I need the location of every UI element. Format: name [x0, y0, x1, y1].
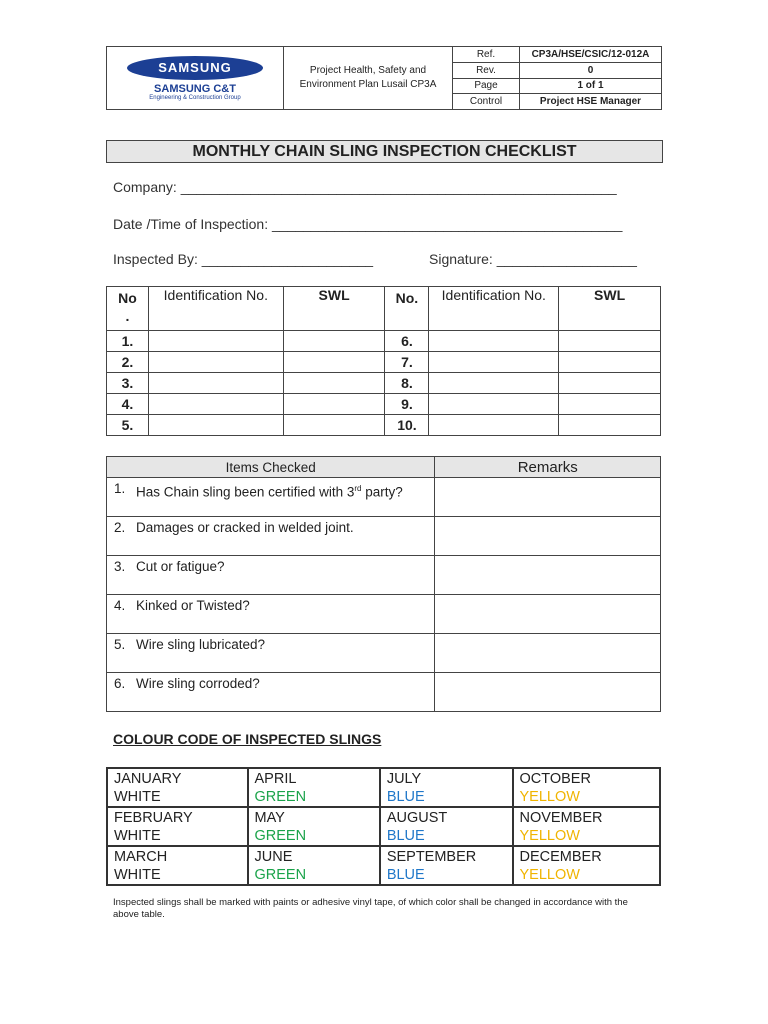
- swl-cell[interactable]: [559, 415, 661, 436]
- swl-cell[interactable]: [283, 352, 385, 373]
- page-value: 1 of 1: [520, 78, 662, 94]
- item-number: 1.: [114, 481, 126, 496]
- control-label: Control: [453, 94, 520, 110]
- logo-tagline: Engineering & Construction Group: [149, 94, 241, 101]
- id-cell[interactable]: [148, 373, 283, 394]
- month-label: JULY: [386, 771, 422, 787]
- item-superscript: rd: [354, 484, 362, 493]
- company-field[interactable]: Company: ________________________________________________________: [113, 179, 617, 195]
- row-number: 10.: [385, 415, 429, 436]
- row-number: 9.: [385, 394, 429, 415]
- samsung-logo: SAMSUNG: [127, 56, 263, 80]
- id-header: Identification No.: [148, 287, 283, 331]
- remarks-cell[interactable]: [435, 556, 661, 595]
- items-checked-table: [106, 456, 661, 712]
- inspection-date-field[interactable]: Date /Time of Inspection: _____________________________________________: [113, 216, 623, 232]
- checklist-item: [107, 517, 435, 556]
- footnote: Inspected slings shall be marked with paints or adhesive vinyl tape, of which color shall be changed in accordance with the above table.: [113, 897, 628, 920]
- signature-field[interactable]: Signature: __________________: [429, 251, 637, 267]
- id-cell[interactable]: [429, 373, 559, 394]
- colour-label: WHITE: [114, 867, 161, 883]
- colour-row: [107, 768, 660, 807]
- checklist-item: [107, 478, 435, 517]
- item-number: 6.: [114, 676, 126, 691]
- id-cell[interactable]: [148, 352, 283, 373]
- no-header: No.: [385, 287, 429, 331]
- control-value: Project HSE Manager: [520, 94, 662, 110]
- month-label: SEPTEMBER: [386, 849, 477, 865]
- colour-label: YELLOW: [519, 828, 580, 844]
- month-label: JUNE: [254, 849, 293, 865]
- id-cell[interactable]: [148, 331, 283, 352]
- month-colour-cell: [513, 768, 661, 807]
- month-label: MARCH: [114, 849, 168, 865]
- month-label: MAY: [254, 810, 285, 826]
- colour-row: [107, 807, 660, 846]
- plan-description: Project Health, Safety and Environment Plan Lusail CP3A: [284, 47, 453, 110]
- colour-label: YELLOW: [519, 789, 580, 805]
- item-number: 4.: [114, 598, 126, 613]
- row-number: 5.: [107, 415, 149, 436]
- colour-row: [107, 846, 660, 885]
- colour-label: GREEN: [254, 867, 307, 883]
- swl-cell[interactable]: [283, 373, 385, 394]
- item-text: Wire sling corroded?: [136, 676, 260, 691]
- page-label: Page: [453, 78, 520, 94]
- id-cell[interactable]: [148, 394, 283, 415]
- ref-value: CP3A/HSE/CSIC/12-012A: [520, 47, 662, 63]
- month-colour-cell: [513, 807, 661, 846]
- id-cell[interactable]: [429, 394, 559, 415]
- month-label: APRIL: [254, 771, 297, 787]
- id-cell[interactable]: [429, 331, 559, 352]
- month-colour-cell: [380, 768, 513, 807]
- month-colour-cell: [107, 768, 248, 807]
- inspected-by-field[interactable]: Inspected By: ______________________: [113, 251, 374, 267]
- month-colour-cell: [107, 807, 248, 846]
- month-colour-cell: [248, 846, 380, 885]
- id-cell[interactable]: [148, 415, 283, 436]
- month-colour-cell: [107, 846, 248, 885]
- colour-label: WHITE: [114, 789, 161, 805]
- items-checked-header: Items Checked: [107, 457, 435, 478]
- document-header: [106, 46, 662, 110]
- item-text: Damages or cracked in welded joint.: [136, 520, 354, 535]
- swl-cell[interactable]: [283, 415, 385, 436]
- colour-label: BLUE: [386, 867, 425, 883]
- rev-label: Rev.: [453, 62, 520, 78]
- colour-label: BLUE: [386, 828, 425, 844]
- colour-label: BLUE: [386, 789, 425, 805]
- item-number: 5.: [114, 637, 126, 652]
- month-label: AUGUST: [386, 810, 448, 826]
- remarks-cell[interactable]: [435, 517, 661, 556]
- colour-label: GREEN: [254, 789, 307, 805]
- colour-label: YELLOW: [519, 867, 580, 883]
- month-label: JANUARY: [114, 771, 182, 787]
- item-text: Cut or fatigue?: [136, 559, 225, 574]
- row-number: 7.: [385, 352, 429, 373]
- item-text: Kinked or Twisted?: [136, 598, 250, 613]
- id-cell[interactable]: [429, 352, 559, 373]
- checklist-item: [107, 595, 435, 634]
- colour-label: GREEN: [254, 828, 307, 844]
- colour-code-table: [106, 767, 661, 886]
- item-text-cont: party?: [361, 484, 403, 500]
- swl-header: SWL: [283, 287, 385, 331]
- month-label: DECEMBER: [519, 849, 602, 865]
- id-header: Identification No.: [429, 287, 559, 331]
- logo-subtitle: SAMSUNG C&T: [154, 82, 236, 95]
- ref-label: Ref.: [453, 47, 520, 63]
- month-colour-cell: [380, 807, 513, 846]
- month-colour-cell: [248, 768, 380, 807]
- remarks-cell[interactable]: [435, 595, 661, 634]
- rev-value: 0: [520, 62, 662, 78]
- colour-code-heading: COLOUR CODE OF INSPECTED SLINGS: [113, 731, 382, 747]
- swl-cell[interactable]: [559, 331, 661, 352]
- row-number: 8.: [385, 373, 429, 394]
- company-logo: [107, 47, 284, 110]
- month-label: NOVEMBER: [519, 810, 603, 826]
- month-label: OCTOBER: [519, 771, 591, 787]
- remarks-cell[interactable]: [435, 634, 661, 673]
- swl-cell[interactable]: [559, 373, 661, 394]
- item-text: Wire sling lubricated?: [136, 637, 266, 652]
- identification-table: [106, 286, 661, 436]
- month-colour-cell: [380, 846, 513, 885]
- remarks-cell[interactable]: [435, 673, 661, 712]
- row-number: 2.: [107, 352, 149, 373]
- item-text: Has Chain sling been certified with 3: [136, 484, 355, 500]
- checklist-item: [107, 634, 435, 673]
- swl-cell[interactable]: [283, 394, 385, 415]
- checklist-item: [107, 556, 435, 595]
- swl-cell[interactable]: [283, 331, 385, 352]
- remarks-header: Remarks: [435, 457, 661, 478]
- colour-label: WHITE: [114, 828, 161, 844]
- row-number: 6.: [385, 331, 429, 352]
- month-label: FEBRUARY: [114, 810, 193, 826]
- swl-cell[interactable]: [559, 394, 661, 415]
- remarks-cell[interactable]: [435, 478, 661, 517]
- row-number: 3.: [107, 373, 149, 394]
- row-number: 1.: [107, 331, 149, 352]
- month-colour-cell: [248, 807, 380, 846]
- item-number: 2.: [114, 520, 126, 535]
- item-number: 3.: [114, 559, 126, 574]
- swl-header: SWL: [559, 287, 661, 331]
- id-cell[interactable]: [429, 415, 559, 436]
- checklist-item: [107, 673, 435, 712]
- no-header: No .: [107, 287, 149, 331]
- swl-cell[interactable]: [559, 352, 661, 373]
- month-colour-cell: [513, 846, 661, 885]
- page-title: MONTHLY CHAIN SLING INSPECTION CHECKLIST: [106, 140, 663, 163]
- row-number: 4.: [107, 394, 149, 415]
